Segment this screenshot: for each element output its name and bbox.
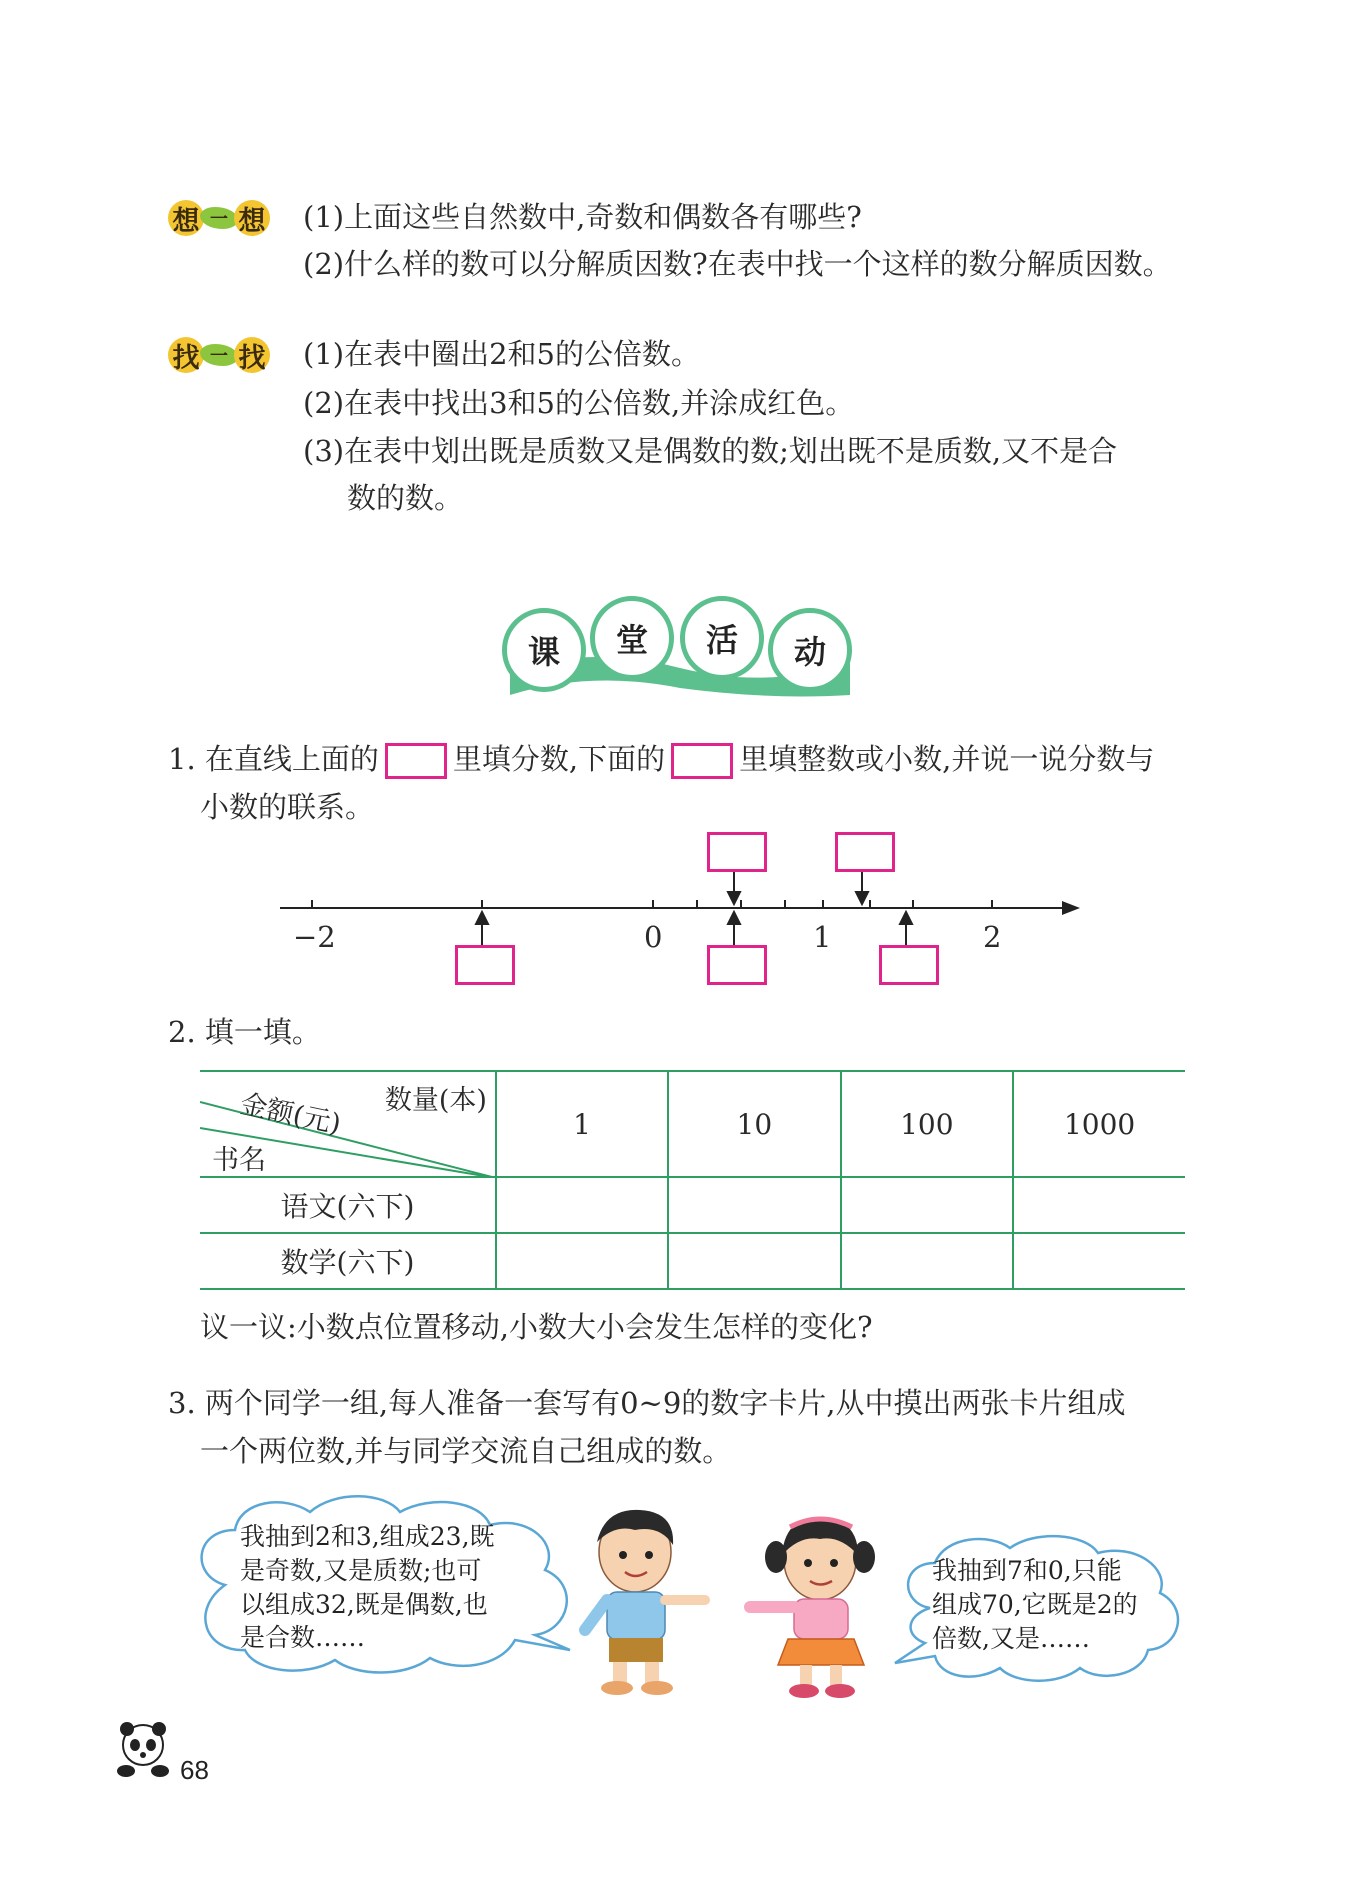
header-book: 书名: [212, 1145, 266, 1176]
boy-line-1: 我抽到2和3,组成23,既: [240, 1522, 495, 1551]
inline-number-box: [671, 743, 733, 779]
col-header-3: 100: [841, 1071, 1014, 1177]
tick-label-2: 2: [983, 920, 1002, 954]
banner-char-1: 课: [502, 608, 586, 692]
task2-discuss: 议一议:小数点位置移动,小数大小会发生怎样的变化?: [200, 1310, 873, 1344]
find-line-4: 数的数。: [347, 481, 464, 515]
find-tag: [168, 337, 270, 373]
task1-line-1: [168, 740, 1154, 779]
find-line-2: (2)在表中找出3和5的公倍数,并涂成红色。: [303, 386, 855, 420]
row-label-math: 数学(六下): [200, 1233, 496, 1289]
task1-text-b: 里填分数,下面的: [452, 742, 666, 776]
number-line-box-bottom-1[interactable]: [455, 945, 515, 985]
think-line-1: (1)上面这些自然数中,奇数和偶数各有哪些?: [303, 200, 862, 234]
row-label-chinese: 语文(六下): [200, 1177, 496, 1233]
find-tag-char-2: 一: [200, 344, 238, 366]
price-table: [200, 1070, 1185, 1290]
cell-chinese-10[interactable]: [668, 1177, 840, 1233]
cell-chinese-100[interactable]: [841, 1177, 1014, 1233]
cell-math-1[interactable]: [496, 1233, 668, 1289]
tick-label-0: 0: [644, 920, 663, 954]
number-line-box-top-1[interactable]: [707, 832, 767, 872]
inline-fraction-box: [385, 743, 447, 779]
boy-line-3: 以组成32,既是偶数,也: [240, 1589, 488, 1619]
number-line-box-bottom-2[interactable]: [707, 945, 767, 985]
girl-line-2: 组成70,它既是2的: [932, 1589, 1138, 1619]
table-header-corner: [200, 1071, 496, 1177]
tick-label-neg2: −2: [293, 920, 336, 954]
number-line-box-bottom-3[interactable]: [879, 945, 939, 985]
banner-char-2: 堂: [590, 596, 674, 680]
task2-title: 2. 填一填。: [168, 1015, 321, 1049]
boy-line-2: 是奇数,又是质数;也可: [240, 1555, 482, 1585]
girl-line-1: 我抽到7和0,只能: [932, 1556, 1122, 1585]
girl-line-3: 倍数,又是……: [932, 1623, 1090, 1653]
panda-icon: [110, 1715, 176, 1781]
girl-speech-text: [932, 1554, 1138, 1655]
header-amount: 金额(元): [237, 1088, 344, 1141]
task1-text-a: 1. 在直线上面的: [168, 742, 379, 776]
col-header-1: 1: [496, 1071, 668, 1177]
find-tag-char-1: 找: [168, 337, 204, 373]
think-line-2: (2)什么样的数可以分解质因数?在表中找一个这样的数分解质因数。: [303, 247, 1172, 281]
think-tag-char-3: 想: [234, 200, 270, 236]
cell-math-100[interactable]: [841, 1233, 1014, 1289]
think-tag-char-2: 一: [200, 207, 238, 229]
number-line-box-top-2[interactable]: [835, 832, 895, 872]
task1-line-2: 小数的联系。: [200, 790, 375, 824]
banner-char-3: 活: [680, 596, 764, 680]
think-tag-char-1: 想: [168, 200, 204, 236]
task3-line-1: 3. 两个同学一组,每人准备一套写有0~9的数字卡片,从中摸出两张卡片组成: [168, 1386, 1126, 1420]
tick-label-1: 1: [813, 920, 832, 954]
boy-illustration: [565, 1500, 715, 1700]
task3-line-2: 一个两位数,并与同学交流自己组成的数。: [200, 1434, 732, 1468]
cell-chinese-1[interactable]: [496, 1177, 668, 1233]
think-tag: [168, 200, 270, 236]
cell-math-1000[interactable]: [1013, 1233, 1185, 1289]
girl-illustration: [740, 1505, 890, 1705]
page-number: 68: [180, 1755, 209, 1785]
col-header-2: 10: [668, 1071, 840, 1177]
find-line-1: (1)在表中圈出2和5的公倍数。: [303, 337, 700, 371]
cell-chinese-1000[interactable]: [1013, 1177, 1185, 1233]
task1-text-c: 里填整数或小数,并说一说分数与: [739, 742, 1155, 776]
boy-speech-text: [240, 1520, 495, 1655]
cell-math-10[interactable]: [668, 1233, 840, 1289]
header-quantity: 数量(本): [384, 1085, 487, 1116]
number-line: [270, 820, 1090, 1000]
col-header-4: 1000: [1013, 1071, 1185, 1177]
find-line-3: (3)在表中划出既是质数又是偶数的数;划出既不是质数,又不是合: [303, 434, 1118, 468]
banner-char-4: 动: [768, 608, 852, 692]
boy-line-4: 是合数……: [240, 1623, 366, 1653]
find-tag-char-3: 找: [234, 337, 270, 373]
